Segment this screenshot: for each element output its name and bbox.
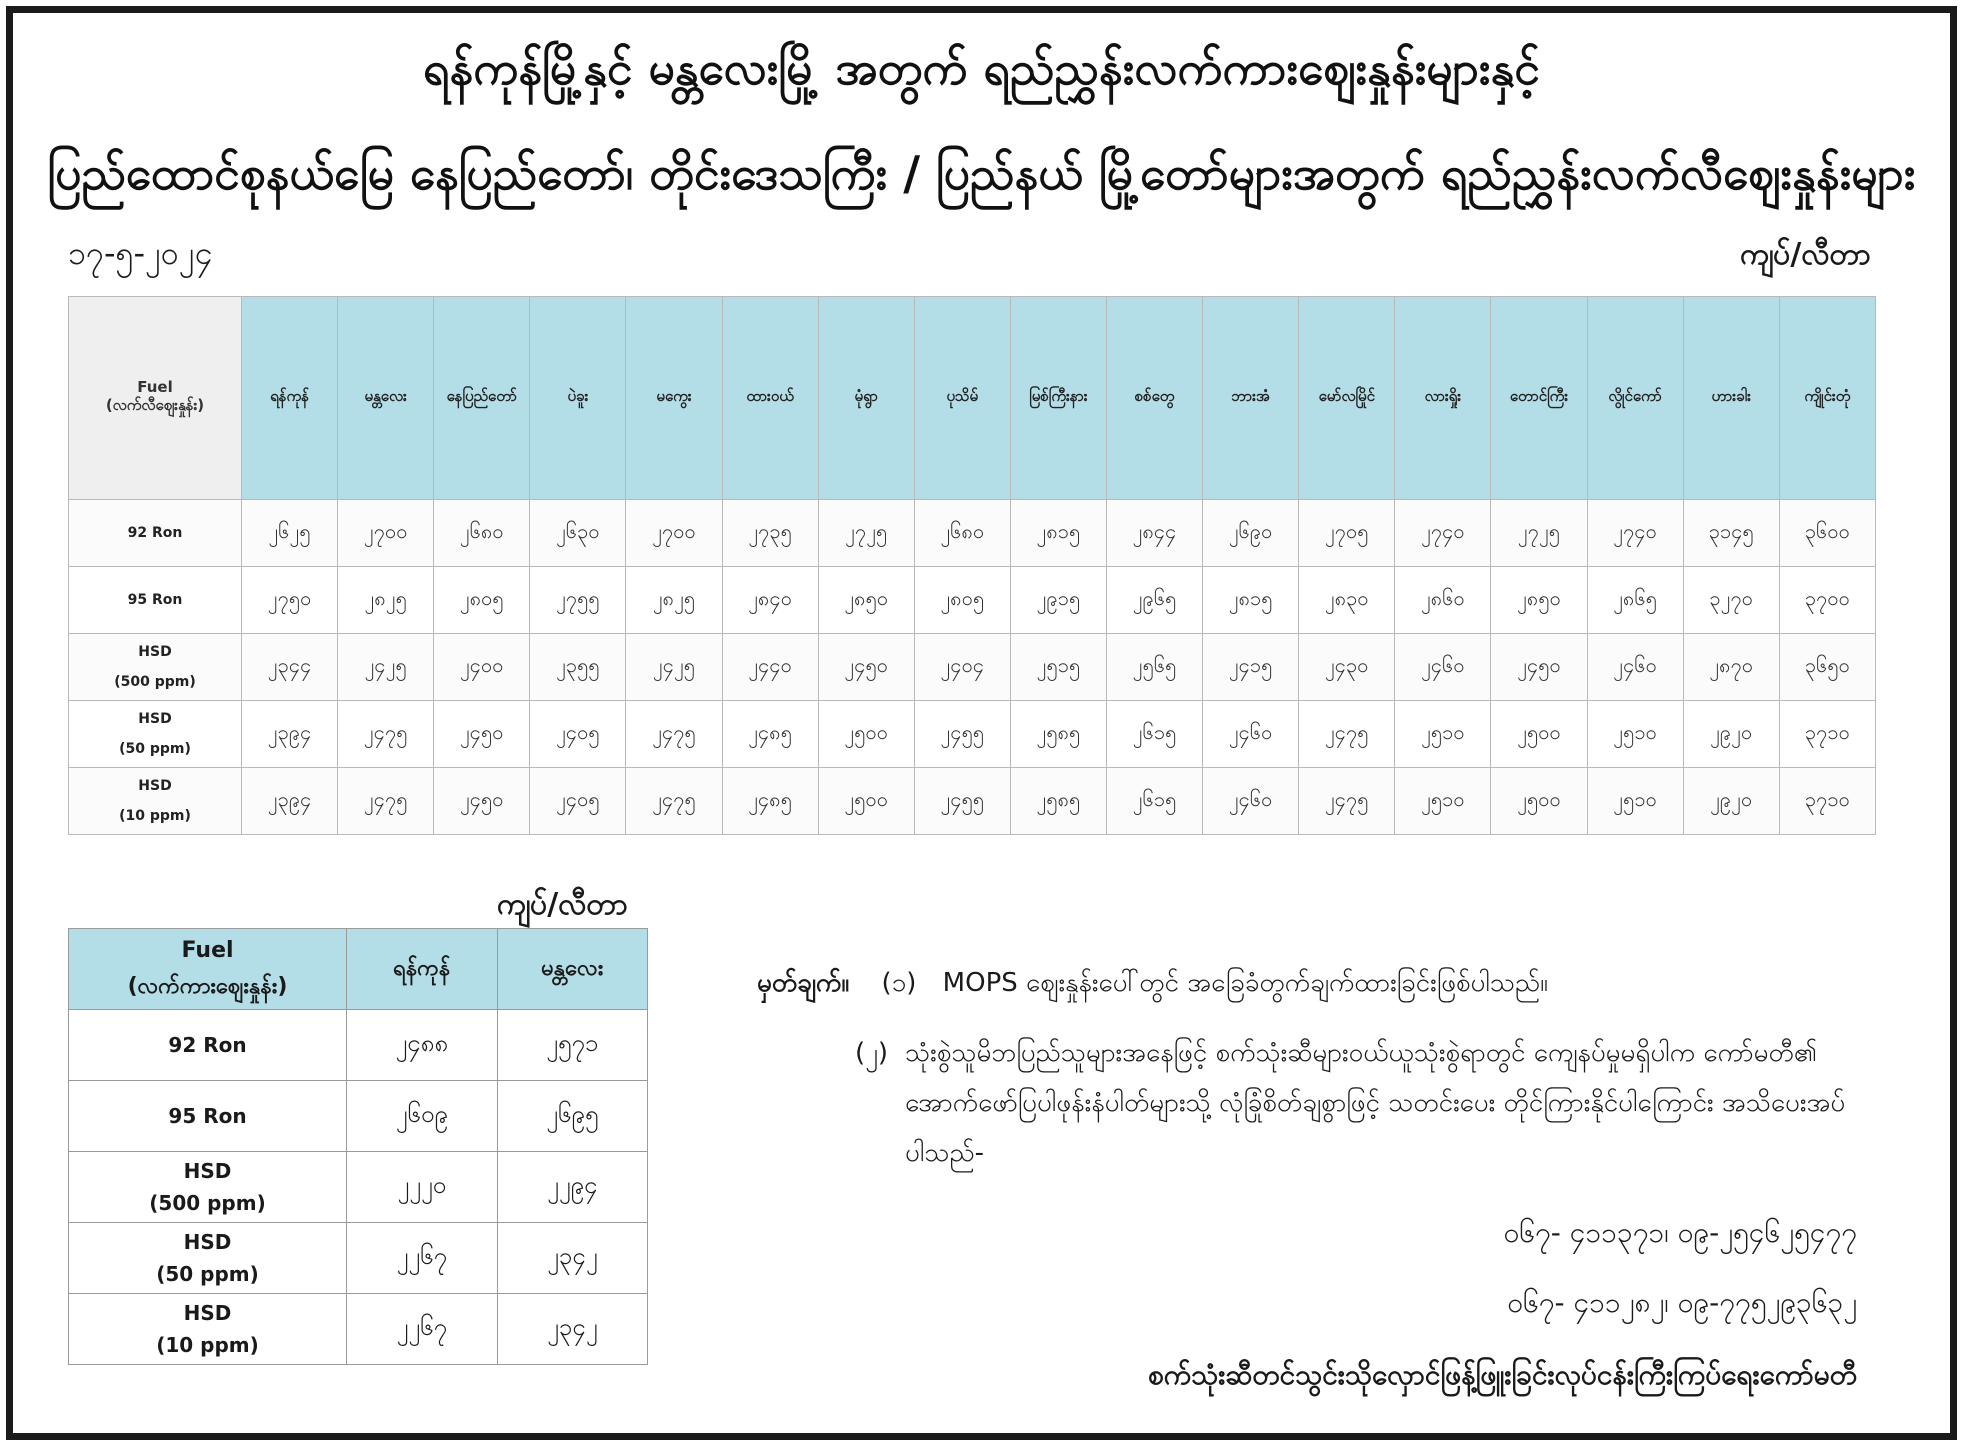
- price-cell: ၂၇၅၅: [530, 567, 626, 634]
- price-cell: ၂၆၁၅: [1106, 701, 1202, 768]
- table-row: [69, 634, 1876, 701]
- fuel-type-grade: (50 ppm): [156, 1262, 259, 1286]
- note-1: [757, 958, 1548, 1008]
- fuel-type-label: [69, 634, 242, 701]
- price-cell: ၃၇၀၀: [1779, 567, 1875, 634]
- price-cell: ၂၇၀၀: [338, 500, 434, 567]
- fuel-type-label: [69, 701, 242, 768]
- retail-city-header: စစ်တွေ: [1106, 297, 1202, 500]
- price-cell: ၂၅၁၀: [1395, 768, 1491, 835]
- price-cell: ၂၆၉၀: [1203, 500, 1299, 567]
- price-cell: ၂၇၄၀: [1587, 500, 1683, 567]
- price-cell: ၂၄၅၅: [914, 701, 1010, 768]
- price-cell: ၂၅၆၅: [1106, 634, 1202, 701]
- price-cell: ၂၄၆၀: [1395, 634, 1491, 701]
- price-cell: ၃၇၁၀: [1779, 701, 1875, 768]
- price-cell: ၂၇၅၀: [242, 567, 338, 634]
- wholesale-price-table: [68, 928, 648, 1365]
- retail-city-header: ဘားအံ: [1203, 297, 1299, 500]
- fuel-type-name: HSD: [183, 1230, 232, 1254]
- price-cell: ၂၈၂၅: [626, 567, 722, 634]
- retail-city-header: ရန်ကုန်: [242, 297, 338, 500]
- fuel-type-label: [69, 1081, 347, 1152]
- price-cell: ၂၄၆၀: [1203, 768, 1299, 835]
- wholesale-table-body: [69, 1010, 648, 1365]
- price-cell: ၂၆၂၅: [242, 500, 338, 567]
- table-row: [69, 1294, 648, 1365]
- price-cell: ၂၄၁၅: [1203, 634, 1299, 701]
- price-cell: ၂၇၄၀: [1395, 500, 1491, 567]
- price-cell: ၂၈၁၅: [1010, 500, 1106, 567]
- note-1-number: (၁): [881, 968, 917, 998]
- price-cell: ၂၇၂၅: [1491, 500, 1587, 567]
- fuel-type-label: [69, 1010, 347, 1081]
- price-cell: ၂၄၂၅: [626, 634, 722, 701]
- retail-city-header: တောင်ကြီး: [1491, 297, 1587, 500]
- price-cell: ၂၃၄၂: [497, 1223, 648, 1294]
- fuel-type-label: [69, 1152, 347, 1223]
- price-cell: ၂၄၈၅: [722, 768, 818, 835]
- table-row: [69, 1010, 648, 1081]
- price-cell: ၂၅၁၀: [1587, 701, 1683, 768]
- price-cell: ၂၆၁၅: [1106, 768, 1202, 835]
- wholesale-header-row: [69, 929, 648, 1010]
- fuel-type-label: [69, 768, 242, 835]
- phone-line-1: ၀၆၇- ၄၁၁၃၇၁၊ ၀၉-၂၅၄၆၂၅၄၇၇: [1503, 1216, 1857, 1249]
- price-cell: ၂၈၄၀: [722, 567, 818, 634]
- fuel-type-grade: (10 ppm): [119, 808, 191, 824]
- fuel-header-subtitle: (လက်လီဈေးနှုန်း): [105, 396, 205, 414]
- price-cell: ၂၈၅၀: [818, 567, 914, 634]
- title-line-2: ပြည်ထောင်စုနယ်မြေ နေပြည်တော်၊ တိုင်းဒေသကြီး / ပြည်နယ် မြို့တော်များအတွက် ရည်ညွှန်းလက်လီဈေးနှုန်းများ: [47, 146, 1916, 200]
- retail-city-header: ထားဝယ်: [722, 297, 818, 500]
- retail-table-body: [69, 500, 1876, 835]
- price-cell: ၂၅၈၅: [1010, 701, 1106, 768]
- price-cell: ၂၈၃၀: [1299, 567, 1395, 634]
- price-cell: ၂၈၁၅: [1203, 567, 1299, 634]
- fuel-column-header: [69, 297, 242, 500]
- price-cell: ၂၅၀၀: [818, 768, 914, 835]
- price-cell: ၂၃၄၂: [497, 1294, 648, 1365]
- price-cell: ၂၄၂၅: [338, 634, 434, 701]
- fuel-type-name: HSD: [138, 778, 172, 794]
- price-cell: ၂၇၂၅: [818, 500, 914, 567]
- price-cell: ၂၄၅၀: [434, 701, 530, 768]
- price-cell: ၂၄၀၀: [434, 634, 530, 701]
- fuel-type-name: 95 Ron: [168, 1104, 247, 1128]
- fuel-type-label: [69, 1294, 347, 1365]
- price-cell: ၂၄၀၄: [914, 634, 1010, 701]
- table-row: [69, 1081, 648, 1152]
- table-row: [69, 768, 1876, 835]
- price-cell: ၂၄၇၅: [338, 701, 434, 768]
- note-2-text: သုံးစွဲသူမိဘပြည်သူများအနေဖြင့် စက်သုံးဆီများဝယ်ယူသုံးစွဲရာတွင် ကျေနပ်မှုမရှိပါက ကော်မတီ၏ အောက်ဖော်ပြပါဖုန်းနံပါတ်များသို့ လုံခြုံစိတ်ချစွာဖြင့် သတင်းပေး တိုင်ကြားနိုင်ပါကြောင်း အသိပေးအပ်ပါသည်-: [905, 1038, 1846, 1168]
- price-cell: ၂၃၉၄: [242, 701, 338, 768]
- price-cell: ၂၈၀၅: [434, 567, 530, 634]
- wholesale-city-header: ရန်ကုန်: [347, 929, 498, 1010]
- price-cell: ၃၁၄၅: [1683, 500, 1779, 567]
- price-cell: ၂၄၃၀: [1299, 634, 1395, 701]
- fuel-type-grade: (500 ppm): [149, 1191, 266, 1215]
- fuel-type-name: 95 Ron: [127, 592, 183, 608]
- retail-city-header: နေပြည်တော်: [434, 297, 530, 500]
- wholesale-fuel-column-header: [69, 929, 347, 1010]
- price-cell: ၂၅၁၀: [1395, 701, 1491, 768]
- wholesale-unit-label: ကျပ်/လီတာ: [497, 887, 628, 922]
- committee-signature: စက်သုံးဆီတင်သွင်းသိုလှောင်ဖြန့်ဖြူးခြင်းလုပ်ငန်းကြီးကြပ်ရေးကော်မတီ: [1147, 1358, 1857, 1391]
- fuel-type-name: HSD: [183, 1301, 232, 1325]
- price-cell: ၂၈၇၀: [1683, 634, 1779, 701]
- wholesale-fuel-header-title: Fuel: [181, 938, 234, 963]
- fuel-type-label: [69, 567, 242, 634]
- price-cell: ၂၉၆၅: [1106, 567, 1202, 634]
- price-cell: ၃၂၇၀: [1683, 567, 1779, 634]
- table-row: [69, 1223, 648, 1294]
- price-cell: ၂၅၁၅: [1010, 634, 1106, 701]
- price-cell: ၂၄၇၅: [626, 701, 722, 768]
- fuel-type-name: HSD: [138, 711, 172, 727]
- price-cell: ၂၃၄၄: [242, 634, 338, 701]
- title-line-1: ရန်ကုန်မြို့နှင့် မန္တလေးမြို့ အတွက် ရည်ညွှန်းလက်ကားဈေးနှုန်းများနှင့်: [423, 41, 1540, 95]
- price-cell: ၂၃၉၄: [242, 768, 338, 835]
- retail-header-row: [69, 297, 1876, 500]
- retail-city-header: မော်လမြိုင်: [1299, 297, 1395, 500]
- price-cell: ၂၅၀၀: [1491, 768, 1587, 835]
- price-cell: ၂၄၇၅: [626, 768, 722, 835]
- price-cell: ၂၄၅၀: [1491, 634, 1587, 701]
- price-cell: ၂၈၄၄: [1106, 500, 1202, 567]
- price-cell: ၂၈၅၀: [1491, 567, 1587, 634]
- date: ၁၇-၅-၂၀၂၄: [68, 234, 213, 272]
- price-cell: ၂၅၈၅: [1010, 768, 1106, 835]
- price-cell: ၂၇၀၅: [1299, 500, 1395, 567]
- price-cell: ၂၄၇၅: [1299, 701, 1395, 768]
- price-cell: ၂၂၉၄: [497, 1152, 648, 1223]
- price-cell: ၂၅၀၀: [1491, 701, 1587, 768]
- retail-city-header: ပဲခူး: [530, 297, 626, 500]
- fuel-type-name: 92 Ron: [127, 525, 183, 541]
- retail-city-header: မကွေး: [626, 297, 722, 500]
- price-cell: ၂၅၇၁: [497, 1010, 648, 1081]
- price-cell: ၂၄၅၀: [818, 634, 914, 701]
- price-cell: ၂၅၁၀: [1587, 768, 1683, 835]
- price-cell: ၂၈၀၅: [914, 567, 1010, 634]
- phone-line-2: ၀၆၇- ၄၁၁၂၈၂၊ ၀၉-၇၇၅၂၉၃၆၃၂: [1507, 1286, 1857, 1319]
- wholesale-fuel-header-subtitle: (လက်ကားဈေးနှုန်း): [127, 974, 288, 999]
- fuel-type-grade: (50 ppm): [119, 741, 191, 757]
- fuel-type-name: 92 Ron: [168, 1033, 247, 1057]
- price-cell: ၂၅၀၀: [818, 701, 914, 768]
- table-row: [69, 500, 1876, 567]
- retail-city-header: ကျိုင်းတုံ: [1779, 297, 1875, 500]
- price-cell: ၂၄၅၀: [434, 768, 530, 835]
- fuel-type-grade: (10 ppm): [156, 1333, 259, 1357]
- note-2: [855, 1028, 1875, 1178]
- price-cell: ၂၄၄၀: [722, 634, 818, 701]
- fuel-type-label: [69, 1223, 347, 1294]
- price-cell: ၃၆၅၀: [1779, 634, 1875, 701]
- price-cell: ၃၇၁၀: [1779, 768, 1875, 835]
- unit-label: ကျပ်/လီတာ: [1740, 237, 1871, 272]
- fuel-type-grade: (500 ppm): [114, 674, 196, 690]
- price-cell: ၂၉၁၅: [1010, 567, 1106, 634]
- notes-label: မှတ်ချက်။: [757, 968, 850, 998]
- note-1-text: MOPS ဈေးနှုန်းပေါ်တွင် အခြေခံတွက်ချက်ထားခြင်းဖြစ်ပါသည်။: [942, 968, 1549, 998]
- price-cell: ၂၂၆၇: [347, 1294, 498, 1365]
- retail-city-header: လားရှိုး: [1395, 297, 1491, 500]
- price-cell: ၂၉၂၀: [1683, 701, 1779, 768]
- price-cell: ၂၇၃၅: [722, 500, 818, 567]
- price-cell: ၂၈၆၅: [1587, 567, 1683, 634]
- price-cell: ၂၆၈၀: [914, 500, 1010, 567]
- price-cell: ၂၄၈၅: [722, 701, 818, 768]
- fuel-type-name: HSD: [183, 1159, 232, 1183]
- price-cell: ၂၈၆၀: [1395, 567, 1491, 634]
- retail-city-header: ပုသိမ်: [914, 297, 1010, 500]
- fuel-header-title: Fuel: [137, 378, 173, 396]
- table-row: [69, 567, 1876, 634]
- price-cell: ၂၄၇၅: [338, 768, 434, 835]
- price-cell: ၂၈၂၅: [338, 567, 434, 634]
- price-cell: ၂၄၇၅: [1299, 768, 1395, 835]
- price-cell: ၃၆၀၀: [1779, 500, 1875, 567]
- table-row: [69, 1152, 648, 1223]
- retail-city-header: ဟားခါး: [1683, 297, 1779, 500]
- fuel-type-label: [69, 500, 242, 567]
- retail-city-header: မန္တလေး: [338, 297, 434, 500]
- table-row: [69, 701, 1876, 768]
- price-cell: ၂၆၈၀: [434, 500, 530, 567]
- retail-price-table: [68, 296, 1876, 835]
- price-cell: ၂၇၀၀: [626, 500, 722, 567]
- price-cell: ၂၉၂၀: [1683, 768, 1779, 835]
- price-cell: ၂၄၀၅: [530, 701, 626, 768]
- retail-city-header: မြစ်ကြီးနား: [1010, 297, 1106, 500]
- price-cell: ၂၄၆၀: [1587, 634, 1683, 701]
- price-cell: ၂၂၂၀: [347, 1152, 498, 1223]
- price-cell: ၂၆၃၀: [530, 500, 626, 567]
- wholesale-city-header: မန္တလေး: [497, 929, 648, 1010]
- fuel-type-name: HSD: [138, 644, 172, 660]
- price-cell: ၂၃၅၅: [530, 634, 626, 701]
- price-cell: ၂၆၀၉: [347, 1081, 498, 1152]
- note-2-number: (၂): [855, 1038, 889, 1068]
- price-cell: ၂၄၈၈: [347, 1010, 498, 1081]
- price-cell: ၂၂၆၇: [347, 1223, 498, 1294]
- retail-city-header: လွိုင်ကော်: [1587, 297, 1683, 500]
- price-cell: ၂၄၀၅: [530, 768, 626, 835]
- retail-city-header: မုံရွာ: [818, 297, 914, 500]
- price-cell: ၂၄၆၀: [1203, 701, 1299, 768]
- price-cell: ၂၆၉၅: [497, 1081, 648, 1152]
- price-cell: ၂၄၅၅: [914, 768, 1010, 835]
